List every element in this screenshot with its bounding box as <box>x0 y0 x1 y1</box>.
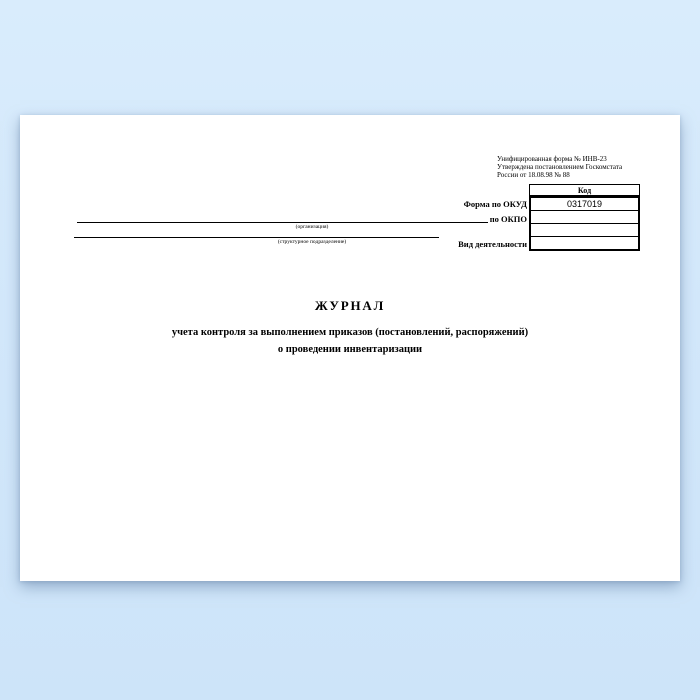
journal-subtitle <box>20 325 680 358</box>
journal-subtitle-line: о проведении инвентаризации <box>277 343 423 355</box>
okpo-code-cell <box>531 211 638 224</box>
form-approval-note <box>497 155 677 179</box>
document-page <box>20 115 680 581</box>
journal-title: ЖУРНАЛ <box>314 298 386 313</box>
form-approval-line: Утверждена постановлением Госкомстата <box>497 163 623 171</box>
activity-label: Вид деятельности <box>458 239 527 249</box>
subdivision-caption: (структурное подразделение) <box>277 239 347 245</box>
organization-underline <box>77 222 488 223</box>
code-table <box>529 184 640 251</box>
organization-caption: (организация) <box>295 224 329 230</box>
form-approval-line: Унифицированная форма № ИНВ-23 <box>497 155 607 163</box>
okud-label: Форма по ОКУД <box>463 199 527 209</box>
okpo-label: по ОКПО <box>489 214 527 224</box>
form-approval-line: России от 18.08.98 № 88 <box>497 171 570 179</box>
code-table-header: Код <box>529 184 640 196</box>
activity-code-cell <box>531 237 638 249</box>
journal-subtitle-line: учета контроля за выполнением приказов (постановлений, распоряжений) <box>171 327 529 338</box>
extra-code-cell <box>531 224 638 237</box>
okud-code-cell: 0317019 <box>531 198 638 211</box>
subdivision-underline <box>74 237 439 238</box>
code-table-body <box>529 196 640 251</box>
